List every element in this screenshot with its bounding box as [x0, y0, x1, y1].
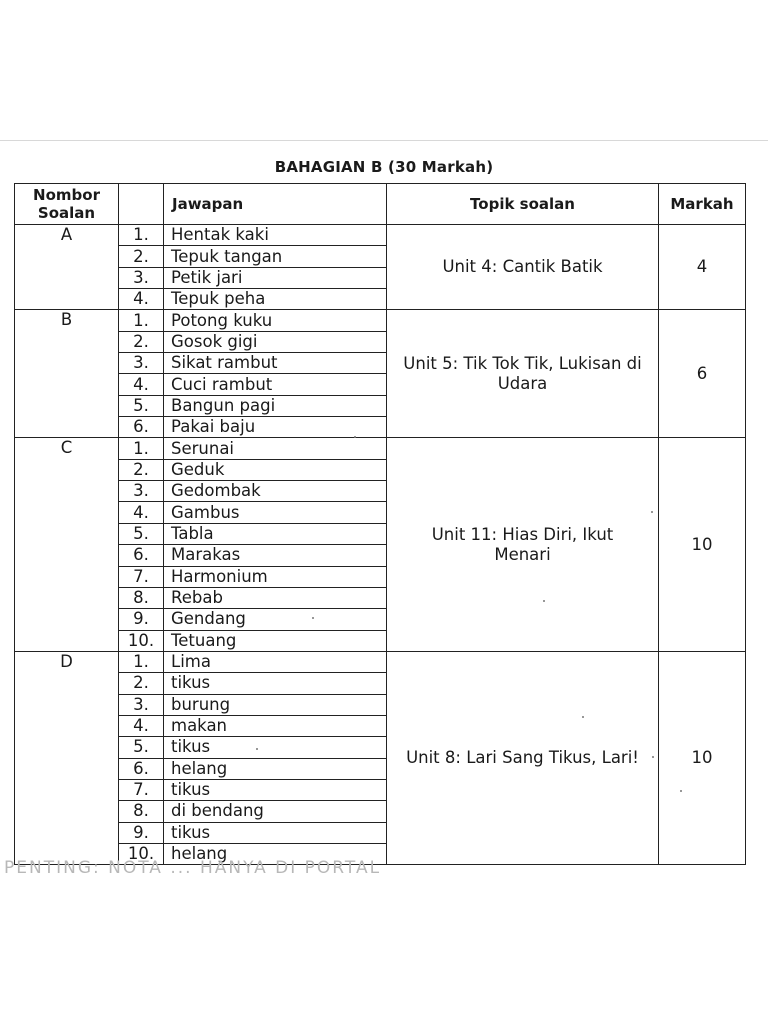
- answer-number-cell: 8.: [119, 801, 164, 822]
- answer-number-cell: 6.: [119, 758, 164, 779]
- answer-text-cell: Bangun pagi: [164, 395, 387, 416]
- answer-text-cell: Gambus: [164, 502, 387, 523]
- answer-text-cell: Lima: [164, 651, 387, 672]
- topic-cell: Unit 8: Lari Sang Tikus, Lari!: [387, 651, 659, 864]
- answer-text-cell: tikus: [164, 779, 387, 800]
- answer-text-cell: Harmonium: [164, 566, 387, 587]
- answer-number-cell: 2.: [119, 331, 164, 352]
- answer-text-cell: helang: [164, 843, 387, 864]
- answer-number-cell: 10.: [119, 630, 164, 651]
- header-row: [15, 184, 746, 225]
- mark-cell: 6: [659, 310, 746, 438]
- answer-number-cell: 1.: [119, 438, 164, 459]
- answer-number-cell: 9.: [119, 609, 164, 630]
- answer-text-cell: Sikat rambut: [164, 353, 387, 374]
- topic-cell: Unit 4: Cantik Batik: [387, 225, 659, 310]
- question-number-cell: A: [15, 225, 119, 310]
- answer-text-cell: tikus: [164, 822, 387, 843]
- mark-cell: 10: [659, 438, 746, 651]
- answer-text-cell: Hentak kaki: [164, 225, 387, 246]
- answer-text-cell: Gendang: [164, 609, 387, 630]
- table-row: [15, 651, 746, 672]
- header-nombor-line2: Soalan: [37, 204, 96, 222]
- answer-number-cell: 5.: [119, 523, 164, 544]
- answer-number-cell: 4.: [119, 374, 164, 395]
- answer-number-cell: 4.: [119, 715, 164, 736]
- header-nombor-soalan: [15, 184, 119, 225]
- header-nombor-line1: Nombor: [33, 186, 100, 204]
- table-row: [15, 310, 746, 331]
- answer-number-cell: 5.: [119, 737, 164, 758]
- answer-text-cell: Tetuang: [164, 630, 387, 651]
- answer-number-cell: 3.: [119, 267, 164, 288]
- answer-number-cell: 8.: [119, 587, 164, 608]
- answer-number-cell: 2.: [119, 673, 164, 694]
- header-jawapan: Jawapan: [164, 184, 387, 225]
- footer-watermark-text: PENTING: NOTA ... HANYA DI PORTAL: [4, 858, 382, 878]
- answer-text-cell: helang: [164, 758, 387, 779]
- answer-number-cell: 1.: [119, 310, 164, 331]
- answer-text-cell: Cuci rambut: [164, 374, 387, 395]
- answer-text-cell: burung: [164, 694, 387, 715]
- answer-text-cell: Gosok gigi: [164, 331, 387, 352]
- answer-text-cell: Tepuk peha: [164, 289, 387, 310]
- answer-number-cell: 9.: [119, 822, 164, 843]
- topic-cell: Unit 11: Hias Diri, Ikut Menari: [387, 438, 659, 651]
- answer-table: [14, 183, 746, 865]
- header-markah: Markah: [659, 184, 746, 225]
- answer-number-cell: 2.: [119, 459, 164, 480]
- answer-number-cell: 6.: [119, 545, 164, 566]
- table-row: [15, 225, 746, 246]
- answer-text-cell: Marakas: [164, 545, 387, 566]
- answer-text-cell: Geduk: [164, 459, 387, 480]
- answer-number-cell: 4.: [119, 502, 164, 523]
- answer-number-cell: 4.: [119, 289, 164, 310]
- answer-number-cell: 7.: [119, 566, 164, 587]
- answer-text-cell: Pakai baju: [164, 417, 387, 438]
- answer-number-cell: 5.: [119, 395, 164, 416]
- answer-text-cell: Tabla: [164, 523, 387, 544]
- header-blank-cell: [119, 184, 164, 225]
- section-title: BAHAGIAN B (30 Markah): [274, 158, 494, 176]
- answer-text-cell: Gedombak: [164, 481, 387, 502]
- answer-text-cell: Potong kuku: [164, 310, 387, 331]
- question-number-cell: D: [15, 651, 119, 864]
- answer-number-cell: 1.: [119, 225, 164, 246]
- header-topik-soalan: Topik soalan: [387, 184, 659, 225]
- mark-cell: 10: [659, 651, 746, 864]
- answer-number-cell: 6.: [119, 417, 164, 438]
- answer-text-cell: tikus: [164, 737, 387, 758]
- answer-text-cell: Tepuk tangan: [164, 246, 387, 267]
- answer-number-cell: 3.: [119, 353, 164, 374]
- mark-cell: 4: [659, 225, 746, 310]
- question-number-cell: B: [15, 310, 119, 438]
- answer-number-cell: 3.: [119, 694, 164, 715]
- answer-number-cell: 7.: [119, 779, 164, 800]
- answer-number-cell: 3.: [119, 481, 164, 502]
- answer-number-cell: 10.: [119, 843, 164, 864]
- answer-number-cell: 1.: [119, 651, 164, 672]
- scan-edge-line: [0, 140, 768, 141]
- answer-number-cell: 2.: [119, 246, 164, 267]
- answer-text-cell: Petik jari: [164, 267, 387, 288]
- answer-text-cell: Rebab: [164, 587, 387, 608]
- table-body: [15, 225, 746, 865]
- question-number-cell: C: [15, 438, 119, 651]
- answer-text-cell: di bendang: [164, 801, 387, 822]
- answer-text-cell: makan: [164, 715, 387, 736]
- table-row: [15, 438, 746, 459]
- answer-text-cell: Serunai: [164, 438, 387, 459]
- answer-text-cell: tikus: [164, 673, 387, 694]
- topic-cell: Unit 5: Tik Tok Tik, Lukisan di Udara: [387, 310, 659, 438]
